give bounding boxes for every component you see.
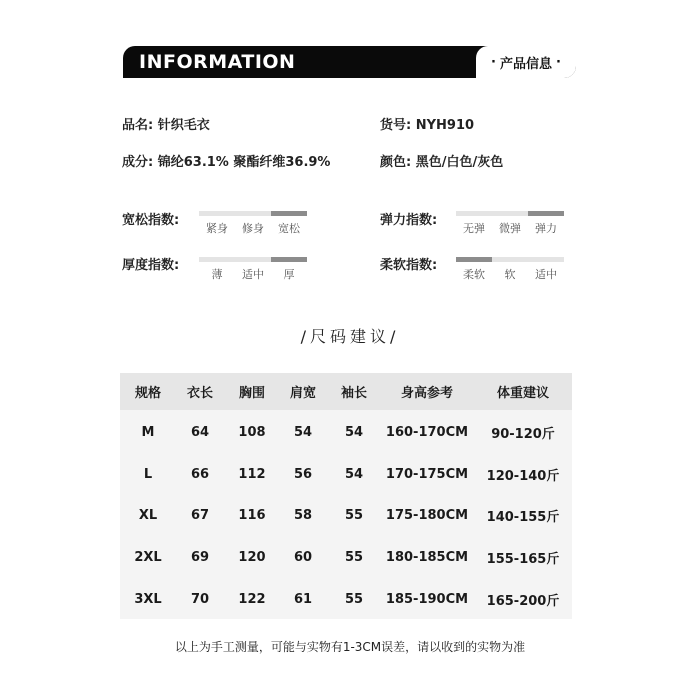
softness-option-3: 适中 [535, 268, 557, 281]
table-cell: 160-170CM [385, 425, 469, 440]
table-cell: 170-175CM [385, 467, 469, 482]
product-material-label: 成分: [122, 155, 154, 170]
table-cell: 58 [293, 508, 313, 523]
size-table [120, 373, 572, 619]
table-cell: 116 [238, 508, 266, 523]
table-cell: 55 [344, 550, 364, 565]
table-cell: 112 [238, 467, 266, 482]
table-cell: XL [138, 508, 158, 523]
table-cell: 70 [190, 592, 210, 607]
softness-option-1: 柔软 [463, 268, 485, 281]
product-material-value: 锦纶63.1% 聚酯纤维36.9% [157, 155, 331, 170]
table-cell: 67 [190, 508, 210, 523]
thickness-index-scale [199, 257, 307, 285]
product-name-value: 针织毛衣 [157, 118, 210, 133]
table-cell: 64 [190, 425, 210, 440]
table-cell: M [141, 425, 155, 440]
product-sku-label: 货号: [380, 118, 412, 133]
table-header-cell: 袖长 [340, 386, 367, 401]
scale-selected-segment [456, 257, 492, 262]
thickness-option-2: 适中 [242, 268, 264, 281]
table-cell: 120 [238, 550, 266, 565]
product-sku-value: NYH910 [415, 118, 475, 133]
table-cell: 120-140斤 [486, 469, 560, 484]
table-cell: 56 [293, 467, 313, 482]
fit-option-3: 宽松 [278, 222, 300, 235]
product-color [380, 151, 503, 170]
table-cell: 122 [238, 592, 266, 607]
table-cell: 66 [190, 467, 210, 482]
table-cell: 175-180CM [385, 508, 469, 523]
table-cell: 55 [344, 508, 364, 523]
table-cell: 55 [344, 592, 364, 607]
product-material [122, 151, 330, 170]
softness-index-scale [456, 257, 564, 285]
scale-selected-segment [528, 211, 564, 216]
dot-right-icon: · [556, 54, 561, 70]
fit-option-2: 修身 [242, 222, 264, 235]
product-name [122, 114, 210, 133]
table-cell: 185-190CM [385, 592, 469, 607]
softness-index-label: 柔软指数: [380, 258, 438, 273]
dot-left-icon: · [491, 54, 496, 70]
product-name-label: 品名: [122, 118, 154, 133]
table-cell: 61 [293, 592, 313, 607]
product-color-value: 黑色/白色/灰色 [415, 155, 504, 170]
table-header-cell: 体重建议 [496, 386, 549, 401]
product-sku [380, 114, 474, 133]
info-banner [123, 46, 576, 78]
table-cell: 54 [293, 425, 313, 440]
banner-tag-text: 产品信息 [499, 56, 552, 72]
table-cell: 108 [238, 425, 266, 440]
measurement-note: 以上为手工测量，可能与实物有1-3CM误差，请以收到的实物为准 [174, 640, 526, 654]
thickness-option-1: 薄 [211, 268, 223, 281]
table-cell: 3XL [134, 592, 162, 607]
table-cell: 165-200斤 [486, 594, 560, 609]
table-header-cell: 衣长 [186, 386, 213, 401]
softness-option-2: 软 [504, 268, 516, 281]
table-cell: 90-120斤 [491, 427, 555, 442]
stretch-option-2: 微弹 [499, 222, 521, 235]
fit-option-1: 紧身 [206, 222, 228, 235]
table-header-cell: 胸围 [238, 386, 265, 401]
thickness-index-label: 厚度指数: [122, 258, 180, 273]
table-cell: 140-155斤 [486, 510, 560, 525]
stretch-option-1: 无弹 [463, 222, 485, 235]
table-cell: 60 [293, 550, 313, 565]
scale-selected-segment [271, 211, 307, 216]
fit-index-scale [199, 211, 307, 239]
table-cell: L [143, 467, 153, 482]
table-cell: 180-185CM [385, 550, 469, 565]
scale-selected-segment [271, 257, 307, 262]
thickness-option-3: 厚 [283, 268, 295, 281]
table-cell: 54 [344, 425, 364, 440]
banner-tag [476, 46, 576, 78]
table-cell: 2XL [134, 550, 162, 565]
table-header-cell: 规格 [134, 386, 161, 401]
stretch-option-3: 弹力 [535, 222, 557, 235]
table-cell: 54 [344, 467, 364, 482]
fit-index-label: 宽松指数: [122, 213, 180, 228]
stretch-index-scale [456, 211, 564, 239]
size-section-title: /尺码建议/ [300, 327, 400, 346]
banner-title: INFORMATION [139, 51, 296, 73]
table-cell: 155-165斤 [486, 552, 560, 567]
table-header-cell: 肩宽 [289, 386, 316, 401]
table-header-cell: 身高参考 [400, 386, 453, 401]
stretch-index-label: 弹力指数: [380, 213, 438, 228]
product-color-label: 颜色: [380, 155, 412, 170]
table-cell: 69 [190, 550, 210, 565]
